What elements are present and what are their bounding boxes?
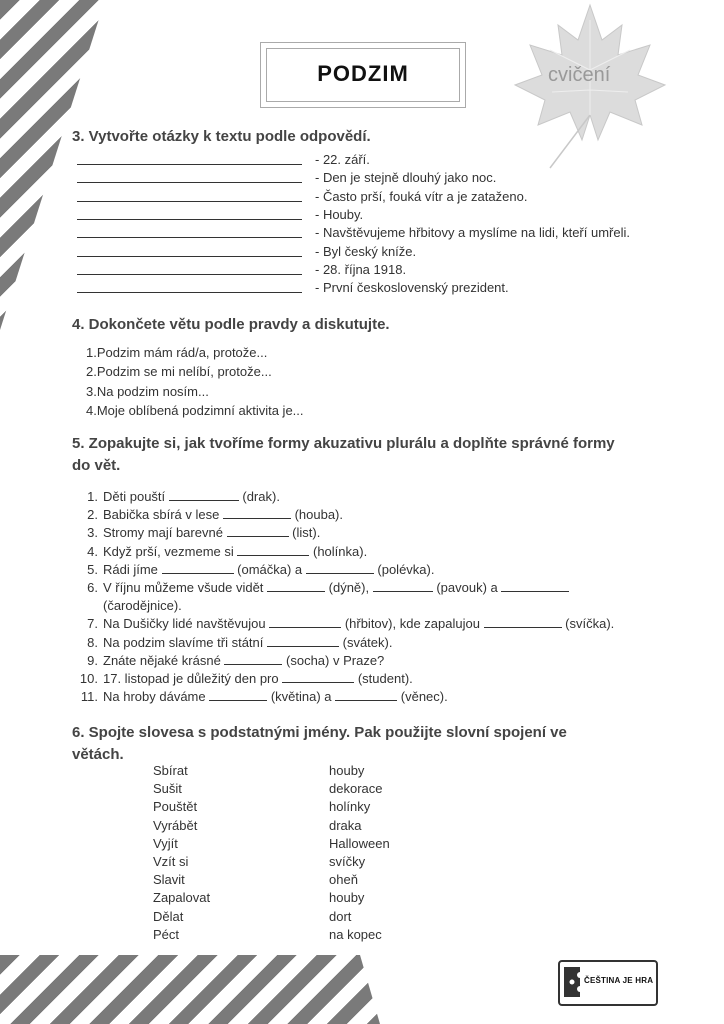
- sentence-text: (hřbitov), kde zapalujou: [341, 616, 484, 632]
- sentence-text: (omáčka) a: [233, 561, 306, 577]
- noun-item: holínky: [329, 799, 371, 815]
- exercise-item: [72, 543, 652, 561]
- fill-in-blank[interactable]: [209, 690, 267, 701]
- answer-blank-line[interactable]: [77, 182, 302, 183]
- exercise-item: [72, 688, 652, 706]
- fill-in-blank[interactable]: [501, 581, 569, 592]
- sentence-text: 17. listopad je důležitý den pro: [103, 671, 283, 686]
- noun-item: Halloween: [329, 835, 390, 851]
- sentence-text: (svíčka).: [561, 616, 615, 632]
- sentence-text: (pavouk) a: [432, 580, 502, 595]
- section5-heading-line2: do vět.: [72, 457, 121, 474]
- item-number: 8.: [87, 634, 98, 650]
- fill-in-blank[interactable]: [373, 581, 433, 592]
- verb-item: Dělat: [153, 908, 184, 924]
- sentence-text: (socha) v Praze?: [282, 652, 385, 668]
- sentence-text: (houba).: [290, 507, 343, 523]
- given-answer: - 28. října 1918.: [315, 261, 407, 277]
- list-item: 2.Podzim se mi nelíbí, protože...: [86, 364, 272, 380]
- sentence-text: Děti pouští: [103, 489, 169, 504]
- sentence-text: Znáte nějaké krásné: [103, 652, 225, 668]
- item-number: 5.: [87, 561, 98, 577]
- answer-blank-line[interactable]: [77, 274, 302, 275]
- noun-item: svíčky: [329, 854, 366, 869]
- item-number: 9.: [87, 652, 98, 668]
- sentence-text: (svátek).: [339, 634, 393, 650]
- question-row: [77, 207, 677, 225]
- question-row: [77, 225, 677, 243]
- noun-item: draka: [329, 817, 362, 833]
- fill-in-blank[interactable]: [269, 617, 341, 628]
- list-item: 4.Moje oblíbená podzimní aktivita je...: [86, 402, 304, 418]
- answer-blank-line[interactable]: [77, 237, 302, 238]
- logo: [558, 960, 658, 1006]
- verb-item: Sušit: [153, 781, 182, 797]
- sentence-text: (květina) a: [267, 689, 336, 705]
- item-number: 2.: [87, 507, 98, 523]
- fill-in-blank[interactable]: [227, 526, 289, 537]
- fill-in-blank[interactable]: [224, 654, 282, 665]
- noun-item: na kopec: [329, 926, 382, 942]
- question-row: [77, 170, 677, 188]
- verb-item: Vyjít: [153, 835, 178, 851]
- logo-text: ČEŠTINA JE HRA: [584, 976, 654, 985]
- page-title: PODZIM: [317, 61, 409, 86]
- section5-heading-line1: 5. Zopakujte si, jak tvoříme formy akuzativu plurálu a doplňte správné formy: [72, 435, 615, 452]
- given-answer: - Byl český kníže.: [315, 243, 417, 259]
- given-answer: - Navštěvujeme hřbitovy a myslíme na lidi, kteří umřeli.: [315, 225, 630, 241]
- sentence-text: (věnec).: [397, 689, 448, 705]
- item-number: 1.: [87, 489, 98, 504]
- sentence-text: (polévka).: [373, 561, 435, 577]
- fill-in-blank[interactable]: [223, 508, 291, 519]
- verb-item: Pouštět: [153, 799, 198, 815]
- sentence-text: Stromy mají barevné: [103, 525, 227, 541]
- exercise-item: [72, 597, 652, 615]
- sentence-text: (drak).: [238, 489, 280, 504]
- item-number: 6.: [87, 580, 98, 595]
- exercise-item: [72, 634, 652, 652]
- noun-item: houby: [329, 890, 365, 906]
- given-answer: - Často prší, fouká vítr a je zataženo.: [315, 188, 528, 204]
- verb-item: Vzít si: [153, 854, 189, 869]
- exercise-item: [72, 488, 652, 506]
- decorative-stripes-bottom-left: [0, 955, 380, 1024]
- noun-item: houby: [329, 763, 365, 778]
- fill-in-blank[interactable]: [237, 545, 309, 556]
- sentence-text: Když prší, vezmeme si: [103, 543, 238, 559]
- verb-item: Péct: [153, 926, 180, 942]
- exercise-item: [72, 561, 652, 579]
- puzzle-icon: [562, 963, 584, 1001]
- item-number: 3.: [87, 525, 98, 541]
- given-answer: - První československý prezident.: [315, 280, 509, 296]
- question-row: [77, 244, 677, 262]
- section6-heading-line1: 6. Spojte slovesa s podstatnými jmény. Pak použijte slovní spojení ve: [72, 724, 567, 741]
- given-answer: - Den je stejně dlouhý jako noc.: [315, 170, 497, 186]
- question-row: [77, 152, 677, 170]
- exercise-item: [72, 506, 652, 524]
- fill-in-blank[interactable]: [484, 617, 562, 628]
- verb-item: Slavit: [153, 872, 185, 888]
- sentence-text: (dýně),: [325, 580, 373, 595]
- section3-heading: 3. Vytvořte otázky k textu podle odpovědí.: [72, 128, 371, 145]
- fill-in-blank[interactable]: [267, 636, 339, 647]
- section6-heading-line2: větách.: [72, 746, 124, 763]
- answer-blank-line[interactable]: [77, 292, 302, 293]
- fill-in-blank[interactable]: [282, 672, 354, 683]
- fill-in-blank[interactable]: [169, 490, 239, 501]
- sentence-text: Rádi jíme: [103, 561, 162, 577]
- exercise-item: [72, 615, 652, 633]
- verb-item: Vyrábět: [153, 817, 198, 833]
- title-frame: [260, 42, 466, 108]
- item-number: 11.: [80, 689, 98, 705]
- verb-item: Sbírat: [153, 763, 188, 778]
- sentence-text: Babička sbírá v lese: [103, 507, 223, 523]
- given-answer: - 22. září.: [315, 152, 370, 167]
- sentence-text: Na podzim slavíme tři státní: [103, 634, 267, 650]
- sentence-text: (čarodějnice).: [103, 598, 182, 614]
- question-row: [77, 262, 677, 280]
- question-row: [77, 189, 677, 207]
- sentence-text: Na Dušičky lidé navštěvujou: [103, 616, 270, 632]
- fill-in-blank[interactable]: [162, 563, 234, 574]
- answer-blank-line[interactable]: [77, 219, 302, 220]
- noun-item: oheň: [329, 872, 358, 888]
- item-number: 4.: [87, 543, 98, 559]
- fill-in-blank[interactable]: [306, 563, 374, 574]
- exercise-item: [72, 652, 652, 670]
- exercise-item: [72, 579, 652, 597]
- exercise-item: [72, 670, 652, 688]
- item-number: 7.: [87, 616, 98, 632]
- exercise-item: [72, 524, 652, 542]
- fill-in-blank[interactable]: [335, 690, 397, 701]
- sentence-text: (holínka).: [309, 543, 368, 559]
- item-number: 10.: [79, 671, 98, 686]
- answer-blank-line[interactable]: [77, 256, 302, 257]
- given-answer: - Houby.: [315, 206, 364, 222]
- answer-blank-line[interactable]: [77, 201, 302, 202]
- sentence-text: Na hroby dáváme: [103, 689, 210, 705]
- fill-in-blank[interactable]: [267, 581, 325, 592]
- noun-item: dekorace: [329, 781, 383, 797]
- list-item: 1.Podzim mám rád/a, protože...: [86, 345, 268, 360]
- answer-blank-line[interactable]: [77, 164, 302, 165]
- noun-item: dort: [329, 908, 352, 924]
- sentence-text: V říjnu můžeme všude vidět: [103, 580, 268, 595]
- list-item: 3.Na podzim nosím...: [86, 383, 209, 399]
- page-subtitle: cvičení: [548, 64, 611, 86]
- verb-item: Zapalovat: [153, 890, 211, 906]
- sentence-text: (student).: [354, 671, 413, 686]
- sentence-text: (list).: [288, 525, 321, 541]
- question-row: [77, 280, 677, 298]
- section4-heading: 4. Dokončete větu podle pravdy a diskutujte.: [72, 316, 390, 333]
